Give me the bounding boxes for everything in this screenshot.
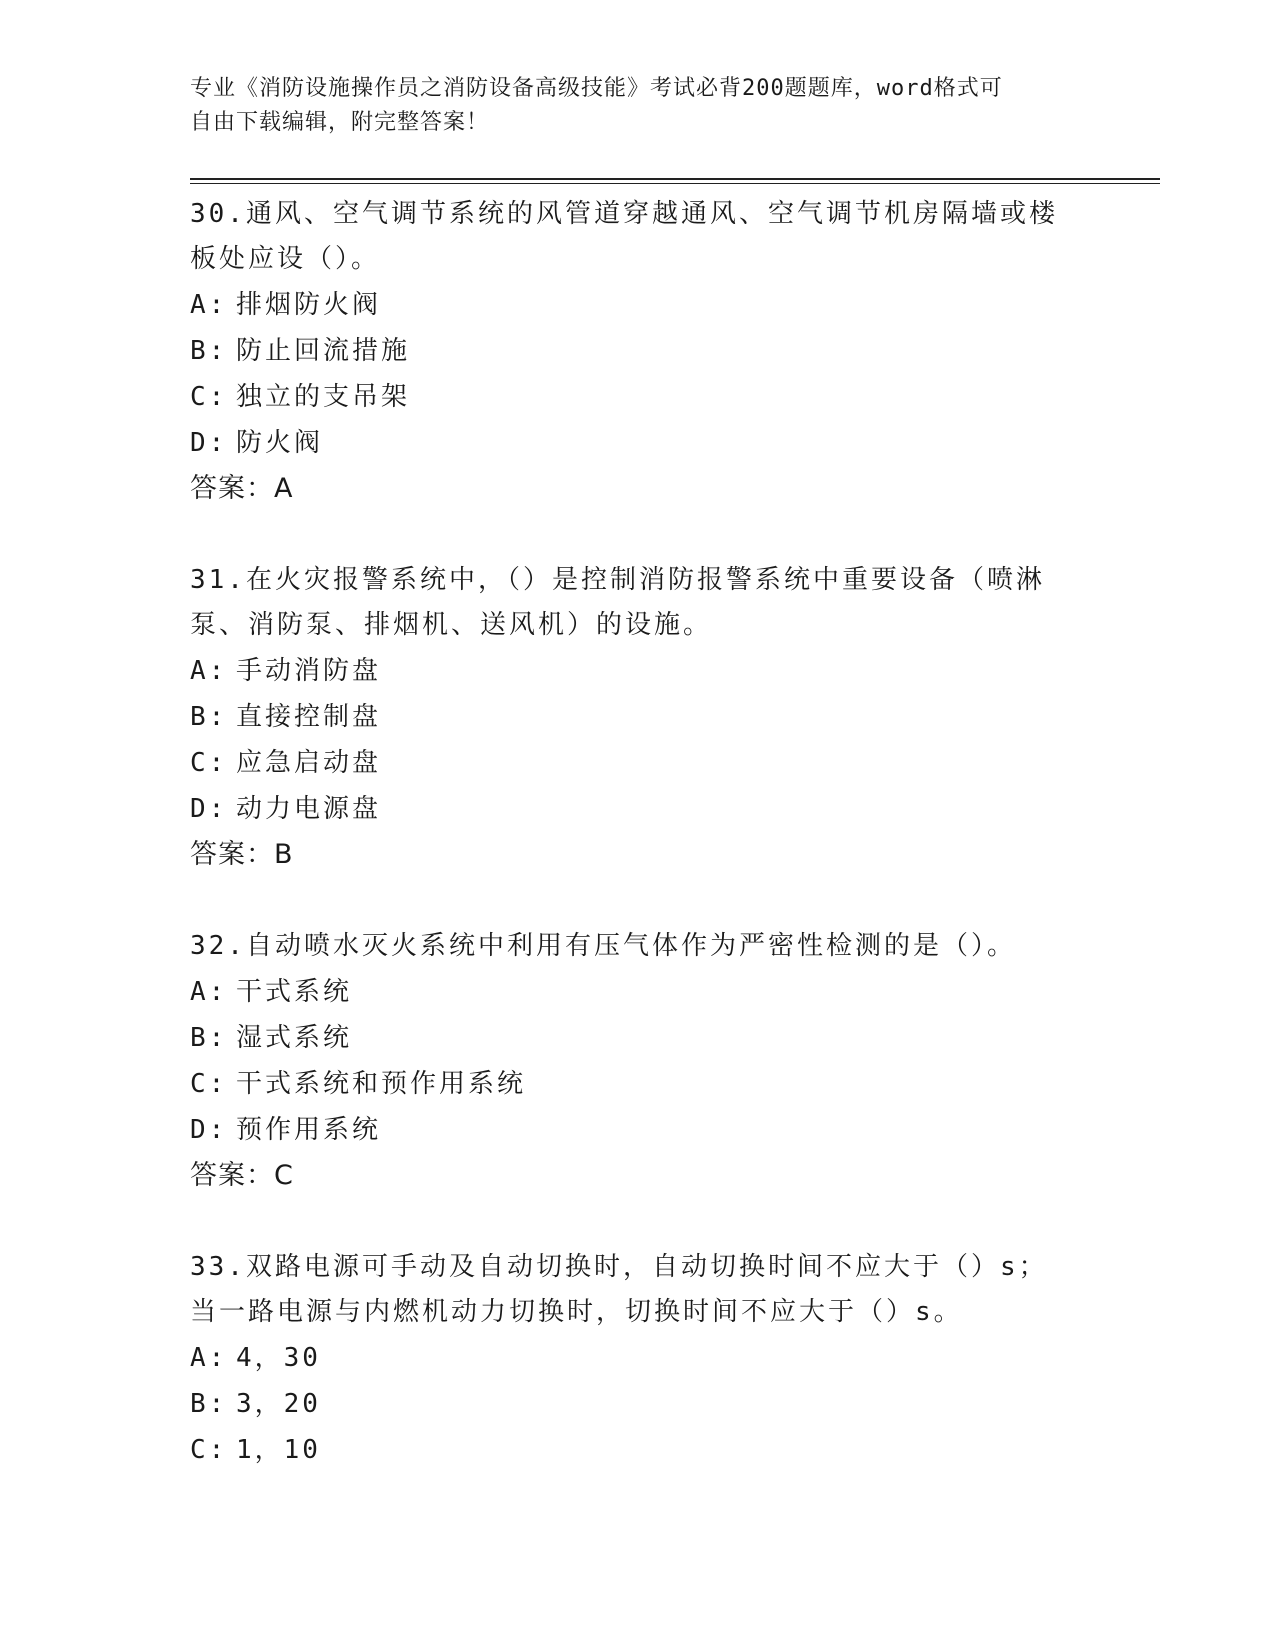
- option-c: [190, 740, 1150, 786]
- question-32: [190, 924, 1150, 1199]
- option-d: [190, 420, 1150, 466]
- option-b: [190, 1015, 1150, 1061]
- option-d: [190, 786, 1150, 832]
- option-a: [190, 969, 1150, 1015]
- option-key: B:: [190, 1023, 228, 1053]
- option-text: 防止回流措施: [236, 336, 411, 366]
- option-text: 1，10: [236, 1435, 321, 1465]
- option-key: C:: [190, 1069, 228, 1099]
- option-key: A:: [190, 1343, 228, 1373]
- option-c: [190, 1427, 1150, 1473]
- option-key: D:: [190, 794, 228, 824]
- option-text: 4，30: [236, 1343, 321, 1373]
- option-b: [190, 1381, 1150, 1427]
- option-text: 动力电源盘: [236, 794, 382, 824]
- question-stem: 31.在火灾报警系统中，（）是控制消防报警系统中重要设备（喷淋泵、消防泵、排烟机、送风机）的设施。: [190, 565, 1045, 640]
- option-text: 直接控制盘: [236, 702, 382, 732]
- answer-line: 答案：C: [190, 1160, 294, 1191]
- option-key: C:: [190, 382, 228, 412]
- answer-line: 答案：B: [190, 839, 294, 870]
- document-header: [190, 72, 1070, 140]
- option-text: 排烟防火阀: [236, 290, 382, 320]
- option-c: [190, 1061, 1150, 1107]
- option-key: B:: [190, 702, 228, 732]
- option-text: 预作用系统: [236, 1115, 382, 1145]
- option-key: D:: [190, 1115, 228, 1145]
- option-key: B:: [190, 336, 228, 366]
- option-key: B:: [190, 1389, 228, 1419]
- option-text: 干式系统和预作用系统: [236, 1069, 527, 1099]
- header-divider: [190, 178, 1160, 184]
- question-stem: 32.自动喷水灭火系统中利用有压气体作为严密性检测的是（）。: [190, 931, 1016, 961]
- question-stem: 33.双路电源可手动及自动切换时，自动切换时间不应大于（）s；当一路电源与内燃机动力切换时，切换时间不应大于（）s。: [190, 1252, 1048, 1327]
- option-d: [190, 1107, 1150, 1153]
- header-line-2: 自由下载编辑，附完整答案！: [190, 110, 490, 135]
- question-33: [190, 1245, 1150, 1473]
- option-text: 防火阀: [236, 428, 324, 458]
- option-text: 湿式系统: [236, 1023, 353, 1053]
- option-text: 3，20: [236, 1389, 321, 1419]
- question-31: [190, 558, 1150, 878]
- option-key: A:: [190, 977, 228, 1007]
- option-b: [190, 328, 1150, 374]
- option-a: [190, 282, 1150, 328]
- option-key: C:: [190, 748, 228, 778]
- option-key: C:: [190, 1435, 228, 1465]
- option-b: [190, 694, 1150, 740]
- option-key: A:: [190, 290, 228, 320]
- option-key: A:: [190, 656, 228, 686]
- answer-line: 答案：A: [190, 473, 294, 504]
- option-text: 应急启动盘: [236, 748, 382, 778]
- option-text: 干式系统: [236, 977, 353, 1007]
- option-text: 独立的支吊架: [236, 382, 411, 412]
- option-key: D:: [190, 428, 228, 458]
- question-stem: 30.通风、空气调节系统的风管道穿越通风、空气调节机房隔墙或楼板处应设（）。: [190, 199, 1058, 274]
- option-c: [190, 374, 1150, 420]
- header-line-1: 专业《消防设施操作员之消防设备高级技能》考试必背200题题库，word格式可: [190, 76, 1003, 101]
- question-30: [190, 192, 1150, 512]
- option-a: [190, 648, 1150, 694]
- document-page: [190, 72, 1150, 1473]
- option-text: 手动消防盘: [236, 656, 382, 686]
- option-a: [190, 1335, 1150, 1381]
